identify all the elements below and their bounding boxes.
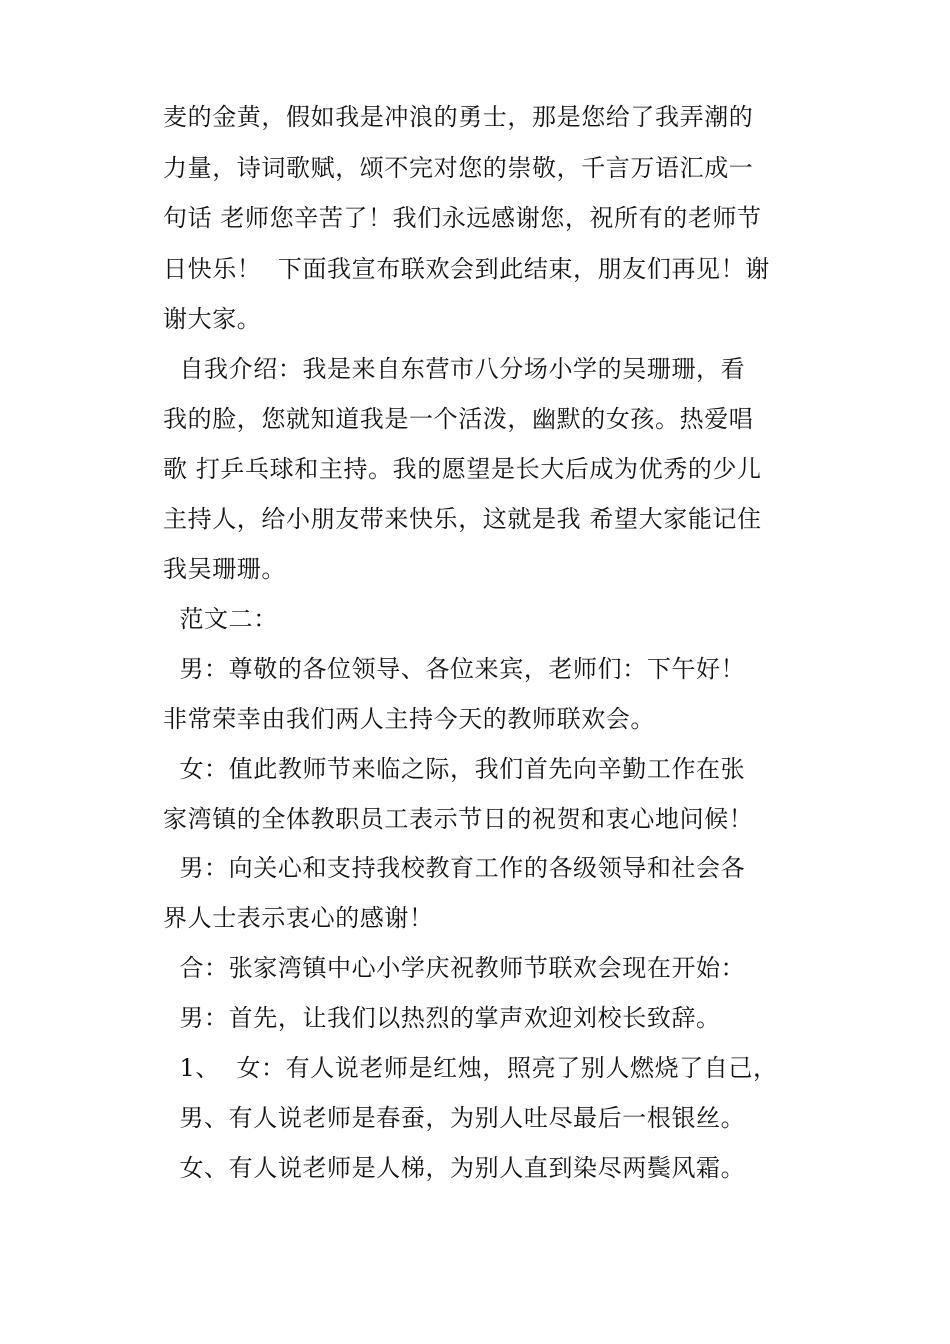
text-line: 句话 老师您辛苦了！我们永远感谢您，祝所有的老师节 (163, 204, 762, 232)
text-line: 谢大家。 (163, 305, 262, 333)
text-line: 我的脸，您就知道我是一个活泼，幽默的女孩。热爱唱 (163, 405, 754, 433)
text-line: 我吴珊珊。 (163, 555, 286, 583)
text-line: 范文二： (163, 605, 278, 633)
text-line: 歌 打乒乓球和主持。我的愿望是长大后成为优秀的少儿 (163, 455, 762, 483)
text-line: 家湾镇的全体教职员工表示节日的祝贺和衷心地问候！ (163, 805, 754, 833)
text-line: 主持人，给小朋友带来快乐，这就是我 希望大家能记住 (163, 505, 762, 533)
text-line: 麦的金黄，假如我是冲浪的勇士，那是您给了我弄潮的 (163, 103, 754, 131)
text-line: 力量，诗词歌赋，颂不完对您的崇敬，千言万语汇成一 (163, 154, 754, 182)
text-line: 合：张家湾镇中心小学庆祝教师节联欢会现在开始： (163, 954, 746, 982)
text-line: 男：向关心和支持我校教育工作的各级领导和社会各 (163, 854, 746, 882)
text-line: 男、有人说老师是春蚕，为别人吐尽最后一根银丝。 (163, 1104, 746, 1132)
text-line: 日快乐！ 下面我宣布联欢会到此结束，朋友们再见！谢 (163, 255, 770, 283)
text-line: 界人士表示衷心的感谢！ (163, 904, 434, 932)
text-line: 自我介绍：我是来自东营市八分场小学的吴珊珊，看 (163, 355, 746, 383)
text-line: 1、 女：有人说老师是红烛，照亮了别人燃烧了自己， (163, 1054, 778, 1082)
text-line: 女、有人说老师是人梯，为别人直到染尽两鬓风霜。 (163, 1154, 746, 1182)
text-line: 女：值此教师节来临之际，我们首先向辛勤工作在张 (163, 755, 746, 783)
text-line: 男：尊敬的各位领导、各位来宾，老师们：下午好！ (163, 655, 746, 683)
text-line: 男：首先，让我们以热烈的掌声欢迎刘校长致辞。 (163, 1004, 721, 1032)
text-line: 非常荣幸由我们两人主持今天的教师联欢会。 (163, 705, 655, 733)
